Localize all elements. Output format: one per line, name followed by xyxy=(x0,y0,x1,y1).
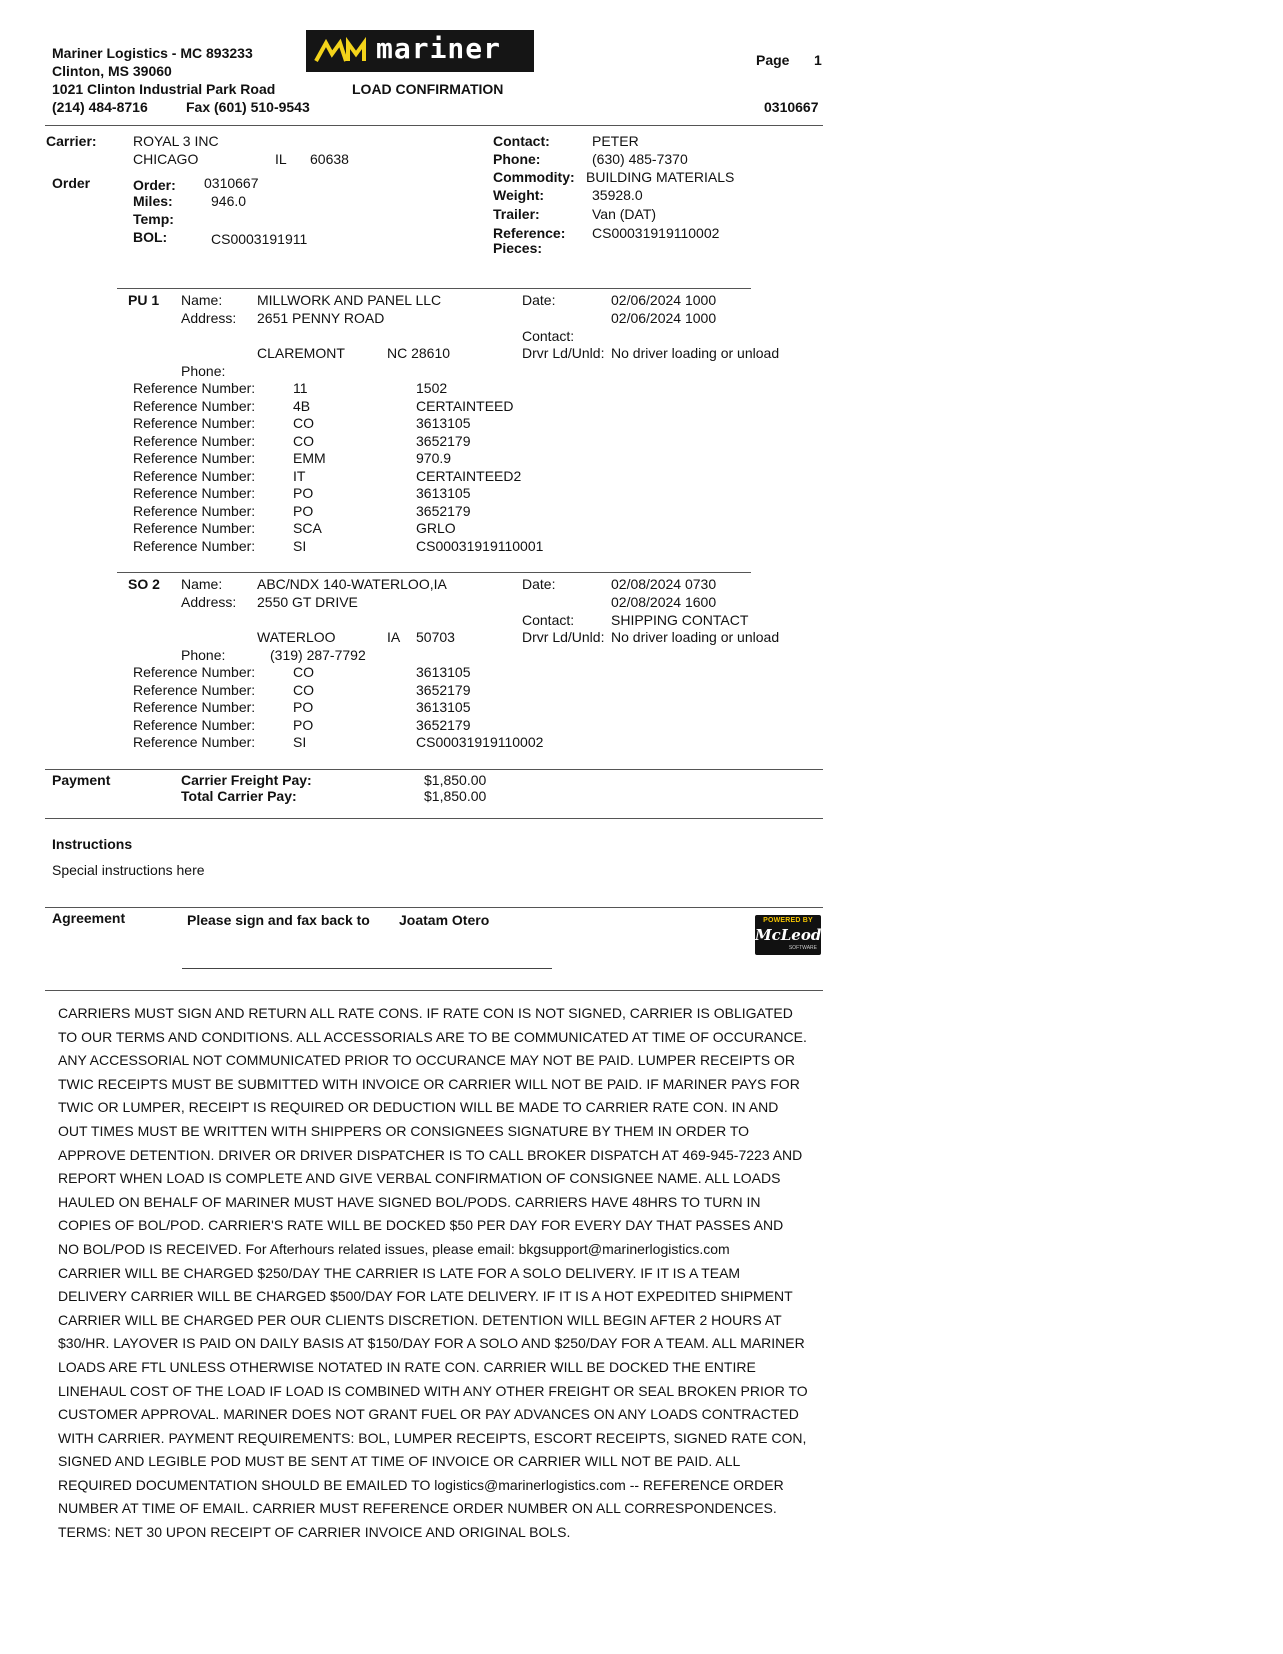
stop1-ref-type: SCA xyxy=(293,520,322,536)
stop1-ref-label: Reference Number: xyxy=(133,415,256,431)
total-pay-label: Total Carrier Pay: xyxy=(181,788,297,804)
stop1-address: 2651 PENNY ROAD xyxy=(257,310,385,326)
company-phone: (214) 484-8716 xyxy=(52,99,148,115)
stop2-zip: 50703 xyxy=(416,629,455,645)
stop1-name-label: Name: xyxy=(181,292,223,308)
stop2-ref-type: CO xyxy=(293,664,314,680)
stop1-address-label: Address: xyxy=(181,310,237,326)
stop2-ref-label: Reference Number: xyxy=(133,681,256,698)
badge-sub: SOFTWARE xyxy=(788,945,817,951)
stop1-code: PU 1 xyxy=(128,292,160,308)
pieces-label: Pieces: xyxy=(493,240,543,256)
bol-value: CS0003191911 xyxy=(211,231,308,247)
stop2-ref-type: CO xyxy=(293,681,314,698)
logo-text: mariner xyxy=(376,32,502,65)
commodity-label: Commodity: xyxy=(493,169,575,185)
miles-value: 946.0 xyxy=(211,193,247,209)
stop2-address: 2550 GT DRIVE xyxy=(257,594,358,610)
stop1-ref-type: PO xyxy=(293,502,314,519)
stop1-ref-type: 4B xyxy=(293,397,311,414)
stop1-ref-label: Reference Number: xyxy=(133,467,256,484)
stop1-drvr-label: Drvr Ld/Unld: xyxy=(522,345,605,361)
stop2-code: SO 2 xyxy=(128,576,160,592)
carrier-contact: PETER xyxy=(592,133,639,149)
carrier-phone: (630) 485-7370 xyxy=(592,151,688,167)
order-number: 0310667 xyxy=(204,175,259,191)
weight-value: 35928.0 xyxy=(592,187,643,203)
stop1-ref-label: Reference Number: xyxy=(133,450,256,466)
page-label: Page xyxy=(756,52,790,68)
agreement-divider xyxy=(45,907,823,908)
stop2-date-label: Date: xyxy=(522,576,556,592)
stop1-ref-value: 3652179 xyxy=(416,432,471,449)
freight-pay-label: Carrier Freight Pay: xyxy=(181,772,312,788)
stop1-ref-type: CO xyxy=(293,432,314,449)
instructions-text: Special instructions here xyxy=(52,862,205,878)
stop1-ref-label: Reference Number: xyxy=(133,520,256,536)
stop1-ref-value: GRLO xyxy=(416,520,456,536)
freight-pay-value: $1,850.00 xyxy=(424,772,487,788)
sign-instruction: Please sign and fax back to xyxy=(187,912,370,928)
stop1-ref-type: SI xyxy=(293,537,307,554)
stop1-divider xyxy=(117,288,751,289)
mcleod-badge xyxy=(755,915,821,955)
stop1-date-label: Date: xyxy=(522,292,556,308)
terms-divider xyxy=(45,990,823,991)
stop1-ref-label: Reference Number: xyxy=(133,485,256,501)
order-section-label: Order xyxy=(52,175,91,191)
header-order-number: 0310667 xyxy=(764,99,819,115)
stop2-divider xyxy=(117,572,751,573)
stop1-date1: 02/06/2024 1000 xyxy=(611,292,717,308)
stop1-name: MILLWORK AND PANEL LLC xyxy=(257,292,442,308)
company-address: 1021 Clinton Industrial Park Road xyxy=(52,81,276,97)
divider xyxy=(45,125,823,126)
stop1-ref-label: Reference Number: xyxy=(133,537,256,554)
reference-value: CS00031919110002 xyxy=(592,225,720,241)
stop1-ref-value: 3652179 xyxy=(416,502,471,519)
company-city: Clinton, MS 39060 xyxy=(52,63,172,79)
badge-top: POWERED BY xyxy=(763,917,813,924)
stop1-phone-label: Phone: xyxy=(181,363,226,379)
stop2-ref-type: SI xyxy=(293,734,307,750)
stop1-ref-value: CERTAINTEED2 xyxy=(416,467,522,484)
stop1-ref-value: 970.9 xyxy=(416,450,452,466)
contact-label: Contact: xyxy=(493,133,550,149)
stop2-ref-label: Reference Number: xyxy=(133,699,256,715)
temp-label: Temp: xyxy=(133,211,174,227)
stop2-ref-value: 3613105 xyxy=(416,664,471,680)
company-fax: Fax (601) 510-9543 xyxy=(186,99,310,115)
stop2-ref-label: Reference Number: xyxy=(133,734,256,750)
badge-brand: McLeod xyxy=(755,926,822,944)
stop2-name-label: Name: xyxy=(181,576,223,592)
miles-label: Miles: xyxy=(133,193,173,209)
stop1-ref-value: 3613105 xyxy=(416,485,471,501)
stop1-ref-label: Reference Number: xyxy=(133,432,256,449)
page-number: 1 xyxy=(814,52,822,68)
stop2-ref-label: Reference Number: xyxy=(133,664,256,680)
company-name: Mariner Logistics - MC 893233 xyxy=(52,45,253,61)
stop2-date1: 02/08/2024 0730 xyxy=(611,576,717,592)
reference-label: Reference: xyxy=(493,225,566,241)
stop1-ref-type: IT xyxy=(293,467,306,484)
stop1-date2: 02/06/2024 1000 xyxy=(611,310,717,326)
carrier-name: ROYAL 3 INC xyxy=(133,133,219,149)
carrier-zip: 60638 xyxy=(310,151,349,167)
document-title: LOAD CONFIRMATION xyxy=(352,81,504,97)
stop1-ref-type: 11 xyxy=(293,380,308,396)
stop1-ref-label: Reference Number: xyxy=(133,397,256,414)
payment-divider xyxy=(45,769,823,770)
sign-name: Joatam Otero xyxy=(399,912,490,928)
order-label: Order: xyxy=(133,177,176,193)
stop1-ref-type: CO xyxy=(293,415,314,431)
stop1-ref-label: Reference Number: xyxy=(133,502,256,519)
stop2-name: ABC/NDX 140-WATERLOO,IA xyxy=(257,576,447,592)
stop2-ref-value: 3613105 xyxy=(416,699,471,715)
terms-paragraph: CARRIERS MUST SIGN AND RETURN ALL RATE CONS. IF RATE CON IS NOT SIGNED, CARRIER IS OBLIGATED TO OUR TERMS AND CONDITIONS. ALL ACCESSORIALS ARE TO BE COMMUNICATED AT TIME OF OCCURANCE. ANY ACCESSORIAL NOT COMMUNICATED PRIOR TO OCCURANCE MAY NOT BE PAID. LUMPER RECEIPTS OR TWIC RECEIPTS MUST BE SUBMITTED WITH INVOICE OR CARRIER WILL NOT BE PAID. IF MARINER PAYS FOR TWIC OR LUMPER, RECEIPT IS REQUIRED OR DEDUCTION WILL BE MADE TO CARRIER RATE CON. IN AND OUT TIMES MUST BE WRITTEN WITH SHIPPERS OR CONSIGNEES SIGNATURE BY THEM IN ORDER TO APPROVE DETENTION. DRIVER OR DRIVER DISPATCHER IS TO CALL BROKER DISPATCH AT 469-945-7223 AND REPORT WHEN LOAD IS COMPLETE AND GIVE VERBAL CONFIRMATION OF CONSIGNEE NAME. ALL LOADS HAULED ON BEHALF OF MARINER MUST HAVE SIGNED BOL/PODS. CARRIERS HAVE 48HRS TO TURN IN COPIES OF BOL/POD. CARRIER'S RATE WILL BE DOCKED $50 PER DAY FOR EVERY DAY THAT PASSES AND NO BOL/POD IS RECEIVED. For Afterhours related issues, please email: bkgsupport@marinerlogistics.com xyxy=(58,1005,807,1257)
stop2-city: WATERLOO xyxy=(257,629,336,645)
stop1-city: CLAREMONT xyxy=(257,345,345,361)
trailer-label: Trailer: xyxy=(493,206,540,222)
commodity-value: BUILDING MATERIALS xyxy=(586,169,735,185)
stop2-ref-type: PO xyxy=(293,699,314,715)
instructions-divider xyxy=(45,818,823,819)
stop2-drvr-label: Drvr Ld/Unld: xyxy=(522,629,605,645)
stop2-drvr: No driver loading or unload xyxy=(611,629,780,645)
agreement-label: Agreement xyxy=(52,910,126,926)
stop1-state-zip: NC 28610 xyxy=(387,345,451,361)
stop1-ref-value: CERTAINTEED xyxy=(416,397,514,414)
stop2-contact-label: Contact: xyxy=(522,612,575,628)
stop2-contact: SHIPPING CONTACT xyxy=(611,612,749,628)
stop2-address-label: Address: xyxy=(181,594,237,610)
stop2-phone: (319) 287-7792 xyxy=(270,647,366,663)
stop2-ref-label: Reference Number: xyxy=(133,716,256,733)
stop2-date2: 02/08/2024 1600 xyxy=(611,594,717,610)
stop1-ref-value: 3613105 xyxy=(416,415,471,431)
stop1-ref-value: CS00031919110001 xyxy=(416,537,544,554)
stop2-ref-value: 3652179 xyxy=(416,716,471,733)
total-pay-value: $1,850.00 xyxy=(424,788,487,804)
stop1-ref-label: Reference Number: xyxy=(133,380,256,396)
stop2-phone-label: Phone: xyxy=(181,647,226,663)
terms-paragraph: CARRIER WILL BE CHARGED $250/DAY THE CARRIER IS LATE FOR A SOLO DELIVERY. IF IT IS A TEAM DELIVERY CARRIER WILL BE CHARGED $500/DAY FOR LATE DELIVERY. IF IT IS A HOT EXPEDITED SHIPMENT CARRIER WILL BE CHARGED PER OUR CLIENTS DISCRETION. DETENTION WILL BEGIN AFTER 2 HOURS AT $30/HR. LAYOVER IS PAID ON DAILY BASIS AT $150/DAY FOR A SOLO AND $250/DAY FOR A TEAM. ALL MARINER LOADS ARE FTL UNLESS OTHERWISE NOTATED IN RATE CON. CARRIER WILL BE DOCKED THE ENTIRE LINEHAUL COST OF THE LOAD IF LOAD IS COMBINED WITH ANY OTHER FREIGHT OR SEAL BROKEN PRIOR TO CUSTOMER APPROVAL. MARINER DOES NOT GRANT FUEL OR PAY ADVANCES ON ANY LOADS CONTRACTED WITH CARRIER. PAYMENT REQUIREMENTS: BOL, LUMPER RECEIPTS, ESCORT RECEIPTS, SIGNED RATE CON, SIGNED AND LEGIBLE POD MUST BE SENT AT TIME OF INVOICE OR CARRIER WILL NOT BE PAID. ALL REQUIRED DOCUMENTATION SHOULD BE EMAILED TO logistics@marinerlogistics.com -- REFERENCE ORDER NUMBER AT TIME OF EMAIL. CARRIER MUST REFERENCE ORDER NUMBER ON ALL CORRESPONDENCES. TERMS: NET 30 UPON RECEIPT OF CARRIER INVOICE AND ORIGINAL BOLS. xyxy=(58,1264,808,1541)
stop2-ref-type: PO xyxy=(293,716,314,733)
trailer-value: Van (DAT) xyxy=(592,206,657,222)
bol-label: BOL: xyxy=(133,229,168,245)
phone-label: Phone: xyxy=(493,151,541,167)
mariner-logo xyxy=(306,30,534,72)
stop2-state: IA xyxy=(387,629,401,645)
stop1-contact-label: Contact: xyxy=(522,328,575,344)
stop1-ref-value: 1502 xyxy=(416,380,448,396)
stop1-drvr: No driver loading or unload xyxy=(611,345,780,361)
stop2-ref-value: CS00031919110002 xyxy=(416,734,544,750)
carrier-state: IL xyxy=(275,151,287,167)
stop1-ref-type: PO xyxy=(293,485,314,501)
payment-label: Payment xyxy=(52,772,111,788)
weight-label: Weight: xyxy=(493,187,545,203)
terms-and-conditions xyxy=(58,1002,808,1545)
stop2-ref-value: 3652179 xyxy=(416,681,471,698)
signature-line[interactable] xyxy=(182,968,552,969)
stop1-ref-type: EMM xyxy=(293,450,326,466)
carrier-label: Carrier: xyxy=(46,133,97,149)
carrier-city: CHICAGO xyxy=(133,151,199,167)
instructions-label: Instructions xyxy=(52,836,133,852)
